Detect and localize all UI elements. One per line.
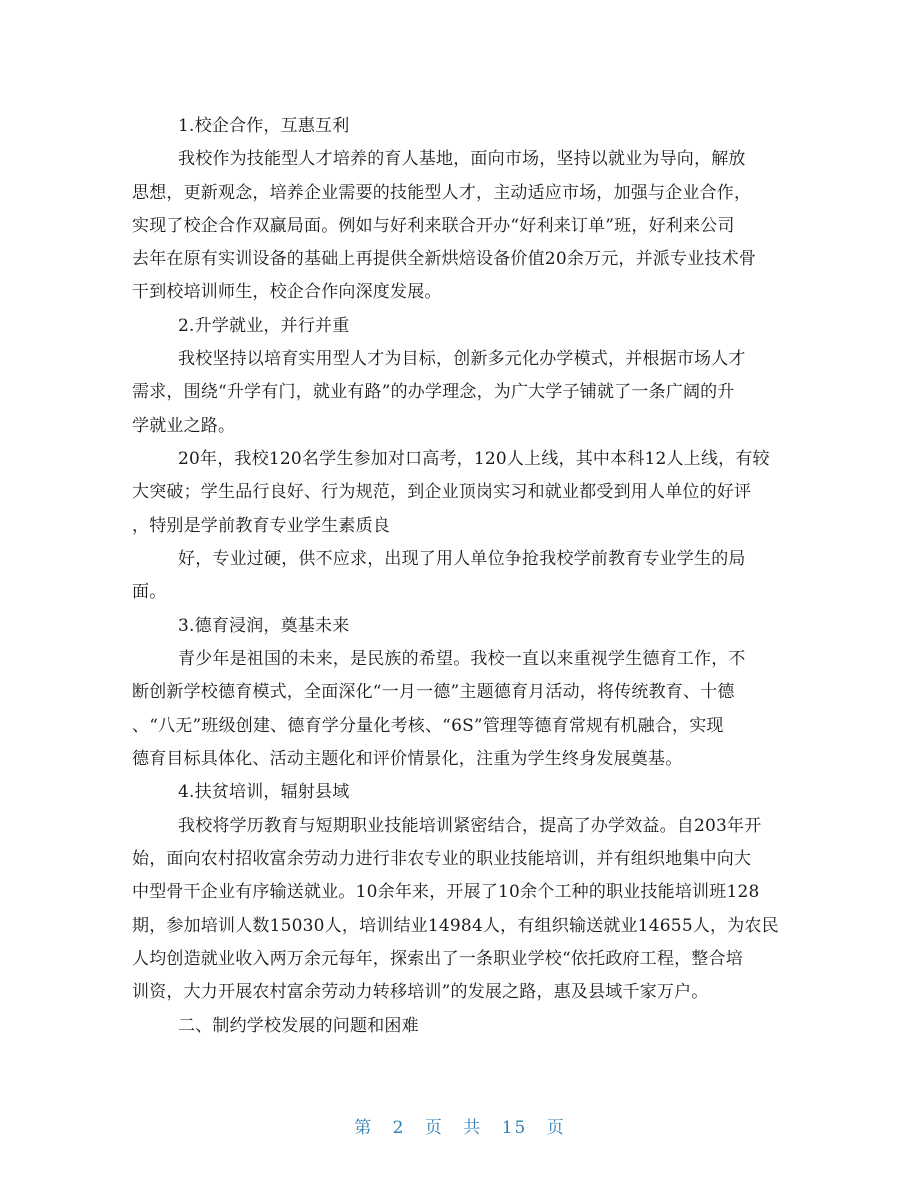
paragraph-line: 德育目标具体化、活动主题化和评价情景化，注重为学生终身发展奠基。	[132, 749, 683, 769]
section-heading: 4.扶贫培训，辐射县域	[178, 782, 350, 802]
paragraph-line: 始，面向农村招收富余劳动力进行非农专业的职业技能培训，并有组织地集中向大	[132, 849, 752, 869]
paragraph-line: ，特别是学前教育专业学生素质良	[132, 516, 390, 536]
paragraph-line: 好，专业过硬，供不应求，出现了用人单位争抢我校学前教育专业学生的局	[178, 549, 746, 569]
paragraph-line: 干到校培训师生，校企合作向深度发展。	[132, 282, 442, 302]
paragraph-line: 面。	[132, 582, 167, 602]
footer-total-pages: 15	[501, 1118, 528, 1138]
paragraph-line: 我校坚持以培育实用型人才为目标，创新多元化办学模式，并根据市场人才	[178, 349, 746, 369]
section-heading: 1.校企合作，互惠互利	[178, 116, 350, 136]
paragraph-line: 实现了校企合作双赢局面。例如与好利来联合开办“好利来订单”班，好利来公司	[132, 216, 735, 236]
paragraph-line: 、“八无”班级创建、德育学分量化考核、“6S”管理等德育常规有机融合，实现	[132, 716, 724, 736]
paragraph-line: 青少年是祖国的未来，是民族的希望。我校一直以来重视学生德育工作，不	[178, 649, 746, 669]
paragraph-line: 中型骨干企业有序输送就业。10余年来，开展了10余个工种的职业技能培训班128	[132, 882, 760, 902]
paragraph-line: 训资，大力开展农村富余劳动力转移培训”的发展之路，惠及县域千家万户。	[132, 982, 709, 1002]
paragraph-line: 学就业之路。	[132, 416, 236, 436]
footer-page-label: 页	[424, 1118, 444, 1138]
footer-total-label: 共	[463, 1118, 483, 1138]
section-heading: 2.升学就业，并行并重	[178, 316, 350, 336]
footer-prefix: 第	[354, 1118, 374, 1138]
paragraph-line: 去年在原有实训设备的基础上再提供全新烘焙设备价值20余万元，并派专业技术骨	[132, 249, 757, 269]
paragraph-line: 断创新学校德育模式，全面深化“一月一德”主题德育月活动，将传统教育、十德	[132, 682, 735, 702]
section-heading: 二、制约学校发展的问题和困难	[178, 1016, 419, 1036]
paragraph-line: 大突破；学生品行良好、行为规范，到企业顶岗实习和就业都受到用人单位的好评	[132, 482, 752, 502]
page-footer	[0, 1113, 920, 1138]
paragraph-line: 思想，更新观念，培养企业需要的技能型人才，主动适应市场，加强与企业合作，	[132, 183, 752, 203]
paragraph-line: 我校作为技能型人才培养的育人基地，面向市场，坚持以就业为导向，解放	[178, 149, 746, 169]
section-heading: 3.德育浸润，奠基未来	[178, 616, 350, 636]
paragraph-line: 需求，围绕“升学有门，就业有路”的办学理念，为广大学子铺就了一条广阔的升	[132, 382, 735, 402]
paragraph-line: 我校将学历教育与短期职业技能培训紧密结合，提高了办学效益。自203年开	[178, 816, 762, 836]
footer-page-number: 2	[392, 1118, 406, 1138]
paragraph-line: 20年，我校120名学生参加对口高考，120人上线，其中本科12人上线，有较	[178, 449, 770, 469]
paragraph-line: 期，参加培训人数15030人，培训结业14984人，有组织输送就业14655人，为农民	[132, 916, 779, 936]
paragraph-line: 人均创造就业收入两万余元每年，探索出了一条职业学校“依托政府工程，整合培	[132, 949, 743, 969]
footer-suffix: 页	[546, 1118, 566, 1138]
